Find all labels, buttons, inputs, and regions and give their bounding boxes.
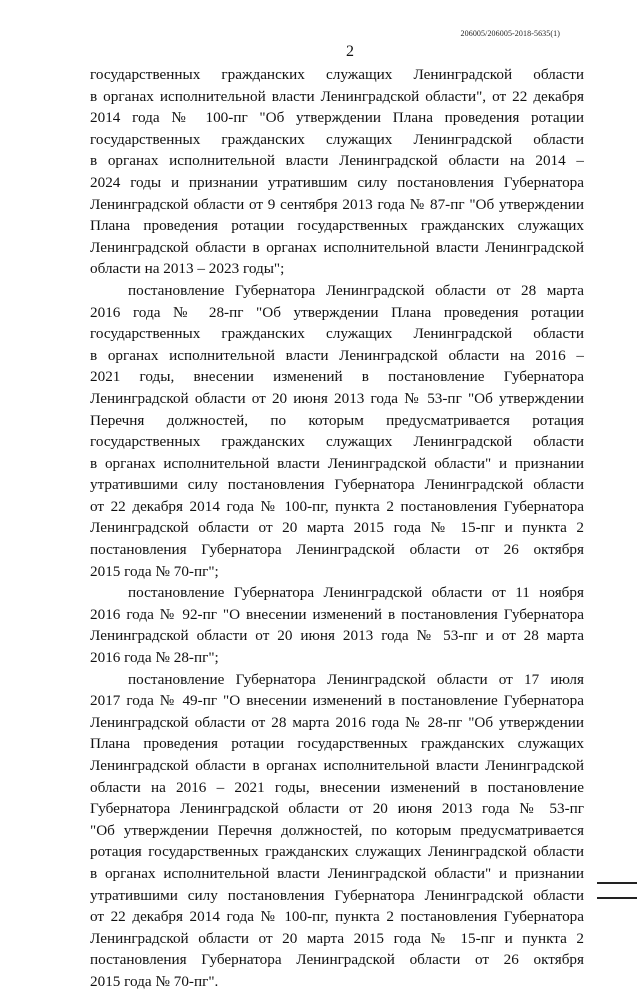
text-line: Ленинградской области от 20 июня 2013 года № 53-пг "Об утверждении (90, 389, 584, 407)
text-line: Ленинградской области от 20 июня 2013 года № 53-пг и от 28 марта (90, 627, 584, 645)
text-line: 2016 года № 28-пг "Об утверждении Плана проведения ротации (90, 303, 584, 321)
text-line: 2021 годы, внесении изменений в постановление Губернатора (90, 368, 584, 386)
text-line: в органах исполнительной власти Ленинградской области на 2016 – (90, 346, 584, 364)
paragraph (90, 280, 584, 582)
text-line: постановления Губернатора Ленинградской области от 26 октября (90, 951, 584, 969)
text-line: государственных гражданских служащих Ленинградской области (90, 433, 584, 451)
text-line: Ленинградской области от 9 сентября 2013 года № 87-пг "Об утверждении (90, 195, 584, 213)
paragraph (90, 669, 584, 993)
text-line: Плана проведения ротации государственных гражданских служащих (90, 217, 584, 235)
text-line: в органах исполнительной власти Ленинградской области" и признании (90, 864, 584, 882)
text-line: в органах исполнительной власти Ленинградской области", от 22 декабря (90, 87, 584, 105)
text-line: в органах исполнительной власти Ленинградской области на 2014 – (90, 152, 584, 170)
text-line: Губернатора Ленинградской области от 20 июня 2013 года № 53-пг (90, 800, 584, 818)
page-number: 2 (346, 43, 354, 60)
text-line: 2024 годы и признании утратившим силу постановления Губернатора (90, 173, 584, 191)
text-line: от 22 декабря 2014 года № 100-пг, пункта 2 постановления Губернатора (90, 497, 584, 515)
text-line: 2015 года № 70-пг"; (90, 562, 219, 580)
text-line: Ленинградской области в органах исполнительной власти Ленинградской (90, 238, 584, 256)
text-line: утратившими силу постановления Губернатора Ленинградской области (90, 886, 584, 904)
text-line: утратившими силу постановления Губернатора Ленинградской области (90, 476, 584, 494)
text-line: 2017 года № 49-пг "О внесении изменений в постановление Губернатора (90, 692, 584, 710)
text-line: Ленинградской области от 28 марта 2016 года № 28-пг "Об утверждении (90, 713, 584, 731)
text-line: "Об утверждении Перечня должностей, по которым предусматривается (90, 821, 584, 839)
text-line: государственных гражданских служащих Ленинградской области (90, 325, 584, 343)
document-body (90, 64, 584, 993)
text-line: области на 2016 – 2021 годы, внесении изменений в постановление (90, 778, 584, 796)
paragraph (90, 582, 584, 668)
text-line: в органах исполнительной власти Ленинградской области" и признании (90, 454, 584, 472)
scan-edge-mark (597, 882, 637, 884)
text-line: 2016 года № 92-пг "О внесении изменений в постановления Губернатора (90, 605, 584, 623)
text-line: Перечня должностей, по которым предусматривается ротация (90, 411, 584, 429)
text-line: постановление Губернатора Ленинградской области от 11 ноября (128, 584, 584, 602)
text-line: 2016 года № 28-пг"; (90, 649, 219, 667)
text-line: постановление Губернатора Ленинградской области от 17 июля (128, 670, 584, 688)
text-line: Плана проведения ротации государственных гражданских служащих (90, 735, 584, 753)
text-line: Ленинградской области от 20 марта 2015 года № 15-пг и пункта 2 (90, 519, 584, 537)
paragraph (90, 64, 584, 280)
text-line: постановления Губернатора Ленинградской области от 26 октября (90, 541, 584, 559)
text-line: ротация государственных гражданских служащих Ленинградской области (90, 843, 584, 861)
text-line: государственных гражданских служащих Ленинградской области (90, 66, 584, 83)
text-line: постановление Губернатора Ленинградской области от 28 марта (128, 281, 584, 299)
text-line: государственных гражданских служащих Ленинградской области (90, 130, 584, 148)
document-id: 206005/206005-2018-5635(1) (460, 29, 560, 38)
text-line: Ленинградской области в органах исполнительной власти Ленинградской (90, 757, 584, 774)
text-line: от 22 декабря 2014 года № 100-пг, пункта 2 постановления Губернатора (90, 908, 584, 926)
text-line: области на 2013 – 2023 годы"; (90, 260, 285, 278)
scan-edge-mark (597, 897, 637, 899)
text-line: Ленинградской области от 20 марта 2015 года № 15-пг и пункта 2 (90, 929, 584, 947)
text-line: 2015 года № 70-пг". (90, 972, 219, 990)
text-line: 2014 года № 100-пг "Об утверждении Плана проведения ротации (90, 109, 584, 127)
